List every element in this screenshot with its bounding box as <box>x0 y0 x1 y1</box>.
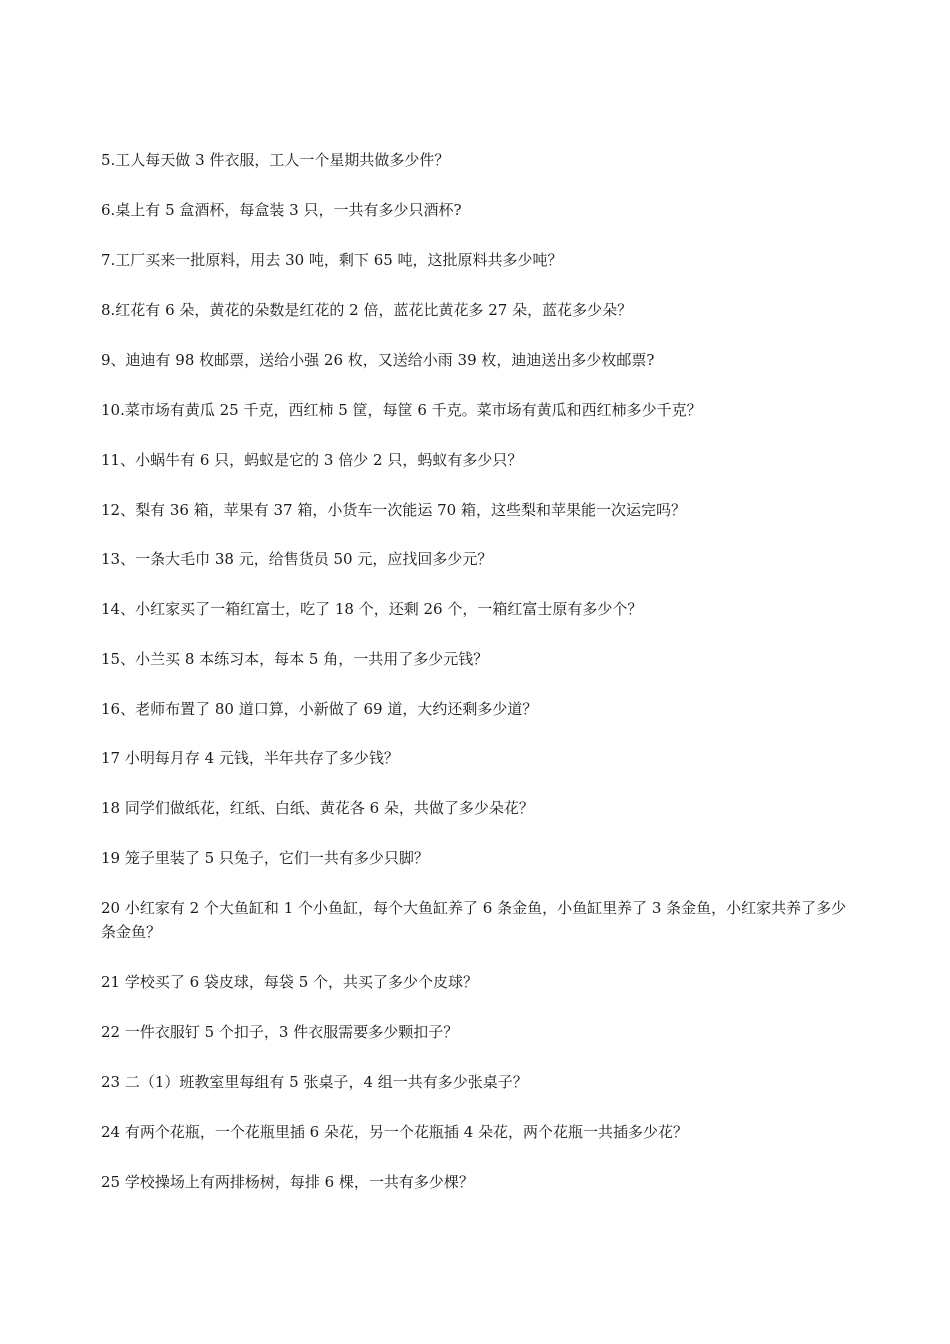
problem-16: 16、老师布置了 80 道口算，小新做了 69 道，大约还剩多少道？ <box>101 700 538 718</box>
problem-24: 24 有两个花瓶，一个花瓶里插 6 朵花，另一个花瓶插 4 朵花，两个花瓶一共插多少花？ <box>101 1123 689 1141</box>
problem-8: 8.红花有 6 朵，黄花的朵数是红花的 2 倍，蓝花比黄花多 27 朵，蓝花多少朵？ <box>101 301 633 319</box>
problem-13: 13、一条大毛巾 38 元，给售货员 50 元，应找回多少元？ <box>101 550 493 568</box>
problem-18: 18 同学们做纸花，红纸、白纸、黄花各 6 朵，共做了多少朵花？ <box>101 799 534 817</box>
problem-5: 5.工人每天做 3 件衣服，工人一个星期共做多少件？ <box>101 151 450 169</box>
problem-7: 7.工厂买来一批原料，用去 30 吨，剩下 65 吨，这批原料共多少吨？ <box>101 251 563 269</box>
problem-21: 21 学校买了 6 袋皮球，每袋 5 个，共买了多少个皮球？ <box>101 973 479 991</box>
problem-22: 22 一件衣服钉 5 个扣子，3 件衣服需要多少颗扣子？ <box>101 1023 459 1041</box>
problem-25: 25 学校操场上有两排杨树，每排 6 棵，一共有多少棵？ <box>101 1173 474 1191</box>
problem-14: 14、小红家买了一箱红富士，吃了 18 个，还剩 26 个，一箱红富士原有多少个？ <box>101 600 643 618</box>
problem-6: 6.桌上有 5 盒酒杯，每盒装 3 只，一共有多少只酒杯? <box>101 201 462 219</box>
problem-11: 11、小蜗牛有 6 只，蚂蚁是它的 3 倍少 2 只，蚂蚁有多少只？ <box>101 451 523 469</box>
problem-23: 23 二（1）班教室里每组有 5 张桌子，4 组一共有多少张桌子？ <box>101 1073 528 1091</box>
problem-19: 19 笼子里装了 5 只兔子，它们一共有多少只脚？ <box>101 849 429 867</box>
problem-17: 17 小明每月存 4 元钱，半年共存了多少钱？ <box>101 749 399 767</box>
problem-20: 20 小红家有 2 个大鱼缸和 1 个小鱼缸，每个大鱼缸养了 6 条金鱼，小鱼缸里养了 3 条金鱼，小红家共养了多少条金鱼？ <box>101 899 847 941</box>
problem-9: 9、迪迪有 98 枚邮票，送给小强 26 枚，又送给小雨 39 枚，迪迪送出多少枚邮票? <box>101 351 655 369</box>
problem-12: 12、梨有 36 箱，苹果有 37 箱，小货车一次能运 70 箱，这些梨和苹果能一次运完吗？ <box>101 501 686 519</box>
problem-15: 15、小兰买 8 本练习本，每本 5 角，一共用了多少元钱？ <box>101 650 489 668</box>
problem-10: 10.菜市场有黄瓜 25 千克，西红柿 5 筐，每筐 6 千克。菜市场有黄瓜和西红柿多少千克？ <box>101 401 702 419</box>
